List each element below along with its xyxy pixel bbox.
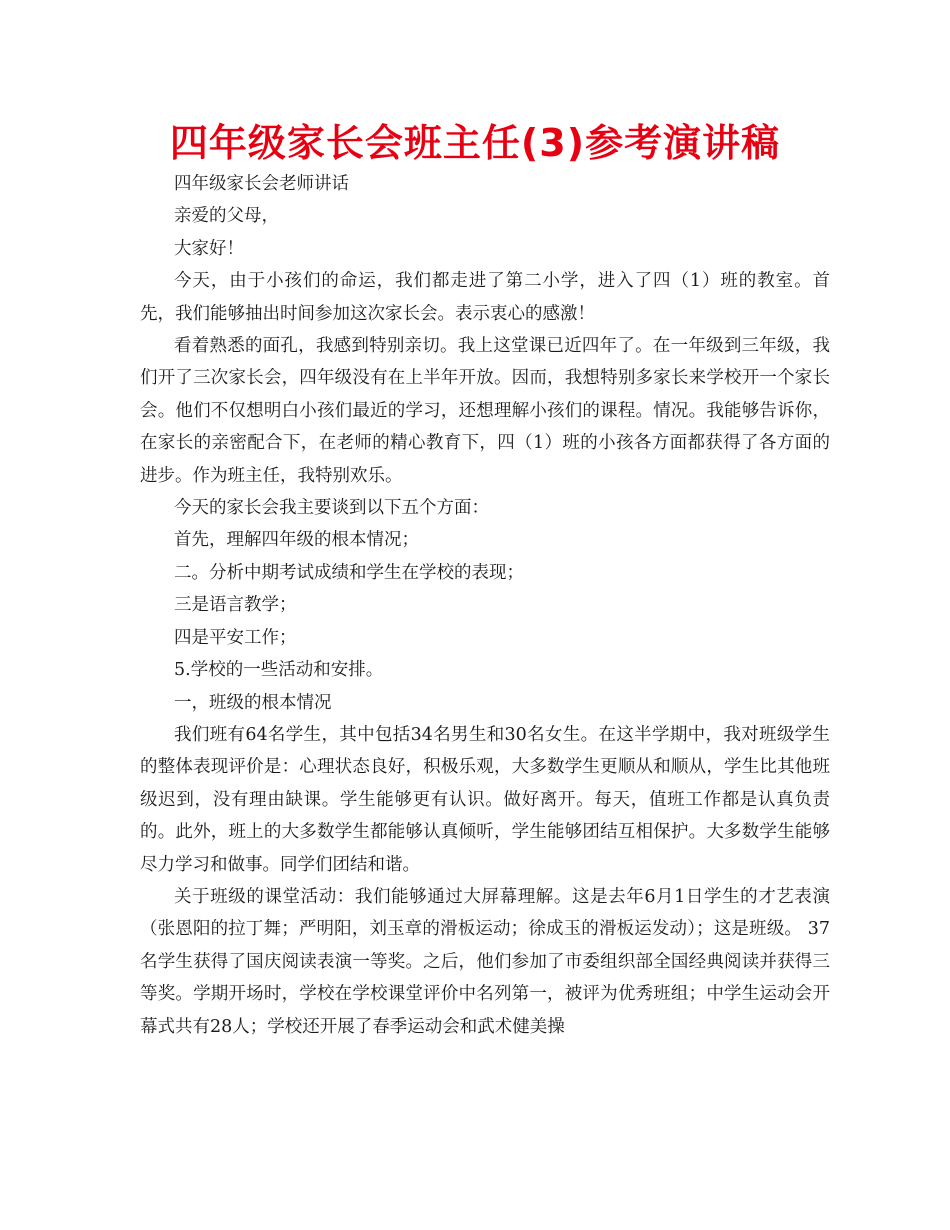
agenda-item-4: 四是平安工作； — [174, 627, 297, 648]
agenda-item-3: 三是语言教学； — [174, 595, 297, 616]
document-title: 四年级家长会班主任(3)参考演讲稿 — [169, 121, 781, 165]
agenda-item-5: 5.学校的一些活动和安排。 — [174, 660, 384, 681]
paragraph-salutation: 亲爱的父母， — [174, 206, 279, 227]
agenda-item-2: 二。分析中期考试成绩和学生在学校的表现； — [174, 562, 524, 583]
paragraph-greeting: 大家好！ — [174, 238, 244, 259]
paragraph-introduction: 看着熟悉的面孔，我感到特别亲切。我上这堂课已近四年了。在一年级到三年级，我们开了三次家长会，四年级没有在上半年开放。因而，我想特别多家长来学校开一个家长会。他们不仅想明白小孩们最近的学习，还想理解小孩们的课程。情况。我能够告诉你，在家长的亲密配合下，在老师的精心教育下，四（1）班的小孩各方面都获得了各方面的进步。作为班主任，我特别欢乐。 — [140, 336, 830, 486]
paragraph-subtitle: 四年级家长会老师讲话 — [174, 174, 349, 194]
paragraph-class-overview: 我们班有64名学生，其中包括34名男生和30名女生。在这半学期中，我对班级学生的整体表现评价是：心理状态良好，积极乐观，大多数学生更顺从和顺从，学生比其他班级迟到，没有理由缺课。学生能够更有认识。做好离开。每天，值班工作都是认真负责的。此外，班上的大多数学生都能够认真倾听，学生能够团结互相保护。大多数学生能够尽力学习和做事。同学们团结和谐。 — [140, 724, 830, 875]
paragraph-welcome: 今天，由于小孩们的命运，我们都走进了第二小学，进入了四（1）班的教室。首先，我们能够抽出时间参加这次家长会。表示衷心的感激！ — [140, 271, 830, 324]
document-body — [140, 168, 830, 1043]
paragraph-class-activities: 关于班级的课堂活动：我们能够通过大屏幕理解。这是去年6月1日学生的才艺表演（张恩阳的拉丁舞；严明阳，刘玉章的滑板运动；徐成玉的滑板运发动）；这是班级。 37名学生获得了国庆阅读表演一等奖。之后，他们参加了市委组织部全国经典阅读并获得三等奖。学期开场时，学校在学校课堂评价中名列第一，被评为优秀班组；中学生运动会开幕式共有28人；学校还开展了春季运动会和武术健美操 — [140, 886, 830, 1037]
paragraph-agenda-intro: 今天的家长会我主要谈到以下五个方面： — [174, 498, 489, 519]
agenda-item-1: 首先，理解四年级的根本情况； — [174, 530, 419, 551]
section-heading-class-overview: 一，班级的根本情况 — [174, 692, 332, 713]
